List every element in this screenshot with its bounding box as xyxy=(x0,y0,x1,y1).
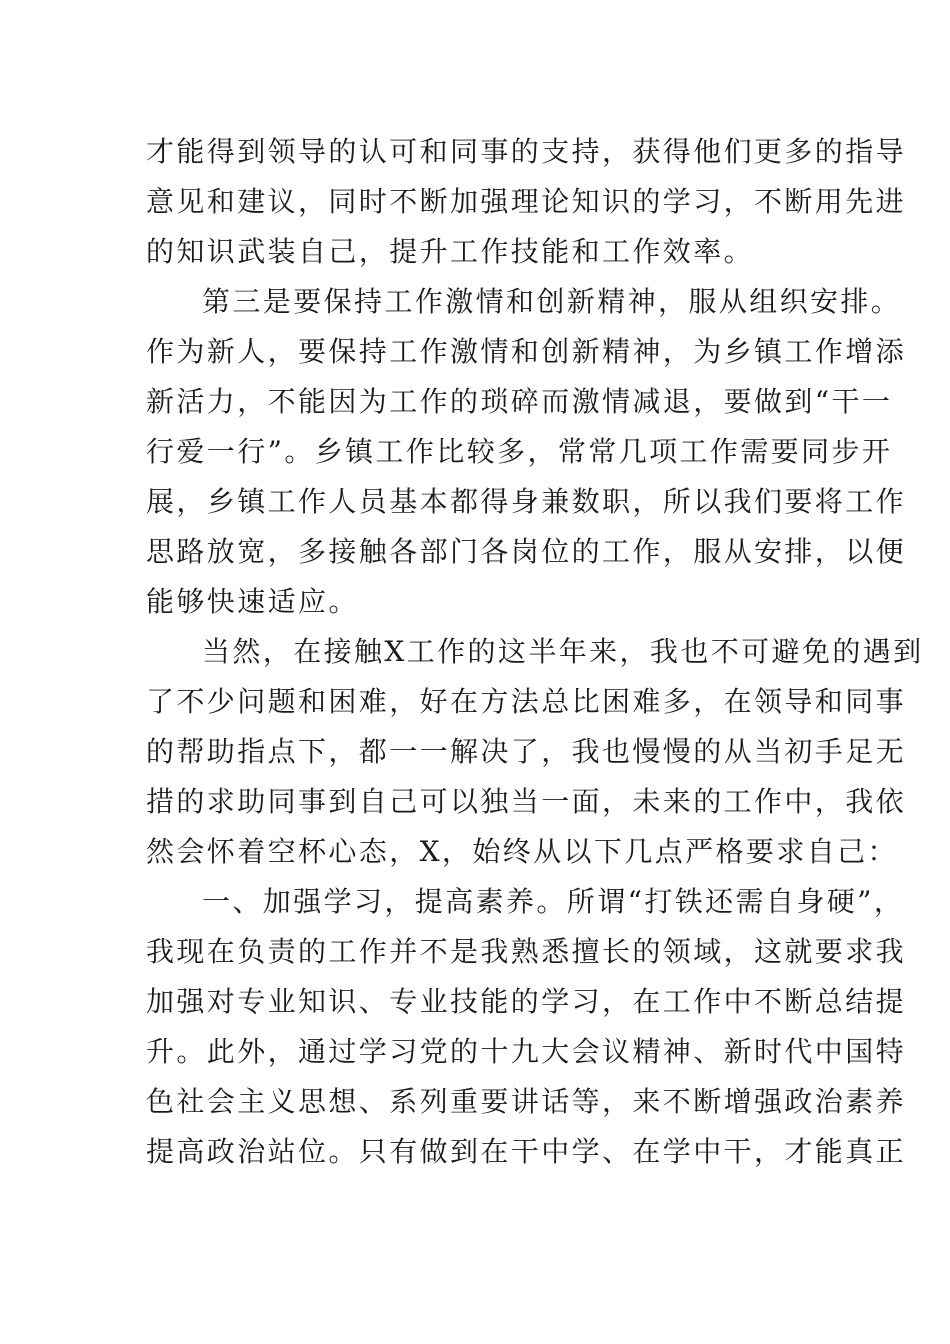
text-line: 才能得到领导的认可和同事的支持，获得他们更多的指导 xyxy=(146,135,907,168)
text-line: 能够快速适应。 xyxy=(146,585,359,618)
text-line: 作为新人，要保持工作激情和创新精神，为乡镇工作增添 xyxy=(146,335,907,368)
text-line: 措的求助同事到自己可以独当一面，未来的工作中，我依 xyxy=(146,785,907,818)
text-line: 色社会主义思想、系列重要讲话等，来不断增强政治素养 xyxy=(146,1085,907,1118)
text-line: 思路放宽，多接触各部门各岗位的工作，服从安排，以便 xyxy=(146,535,907,568)
text-line: 展，乡镇工作人员基本都得身兼数职，所以我们要将工作 xyxy=(146,485,907,518)
text-line: 的帮助指点下，都一一解决了，我也慢慢的从当初手足无 xyxy=(146,735,907,768)
text-line: 新活力，不能因为工作的琐碎而激情减退，要做到“干一 xyxy=(146,385,893,418)
text-line: 加强对专业知识、专业技能的学习，在工作中不断总结提 xyxy=(146,985,907,1018)
paragraph-first-line: 第三是要保持工作激情和创新精神，服从组织安排。 xyxy=(202,285,902,318)
paragraph-first-line: 一、加强学习，提高素养。所谓“打铁还需自身硬”， xyxy=(202,885,905,918)
text-line: 提高政治站位。只有做到在干中学、在学中干，才能真正 xyxy=(146,1135,907,1168)
paragraph-first-line: 当然，在接触X工作的这半年来，我也不可避免的遇到 xyxy=(202,635,924,668)
text-line: 我现在负责的工作并不是我熟悉擅长的领域，这就要求我 xyxy=(146,935,907,968)
text-line: 然会怀着空杯心态，X，始终从以下几点严格要求自己： xyxy=(146,835,898,868)
text-line: 升。此外，通过学习党的十九大会议精神、新时代中国特 xyxy=(146,1035,907,1068)
text-line: 的知识武装自己，提升工作技能和工作效率。 xyxy=(146,235,755,268)
text-line: 了不少问题和困难，好在方法总比困难多，在领导和同事 xyxy=(146,685,907,718)
text-line: 行爱一行”。乡镇工作比较多，常常几项工作需要同步开 xyxy=(146,435,893,468)
text-line: 意见和建议，同时不断加强理论知识的学习，不断用先进 xyxy=(146,185,907,218)
